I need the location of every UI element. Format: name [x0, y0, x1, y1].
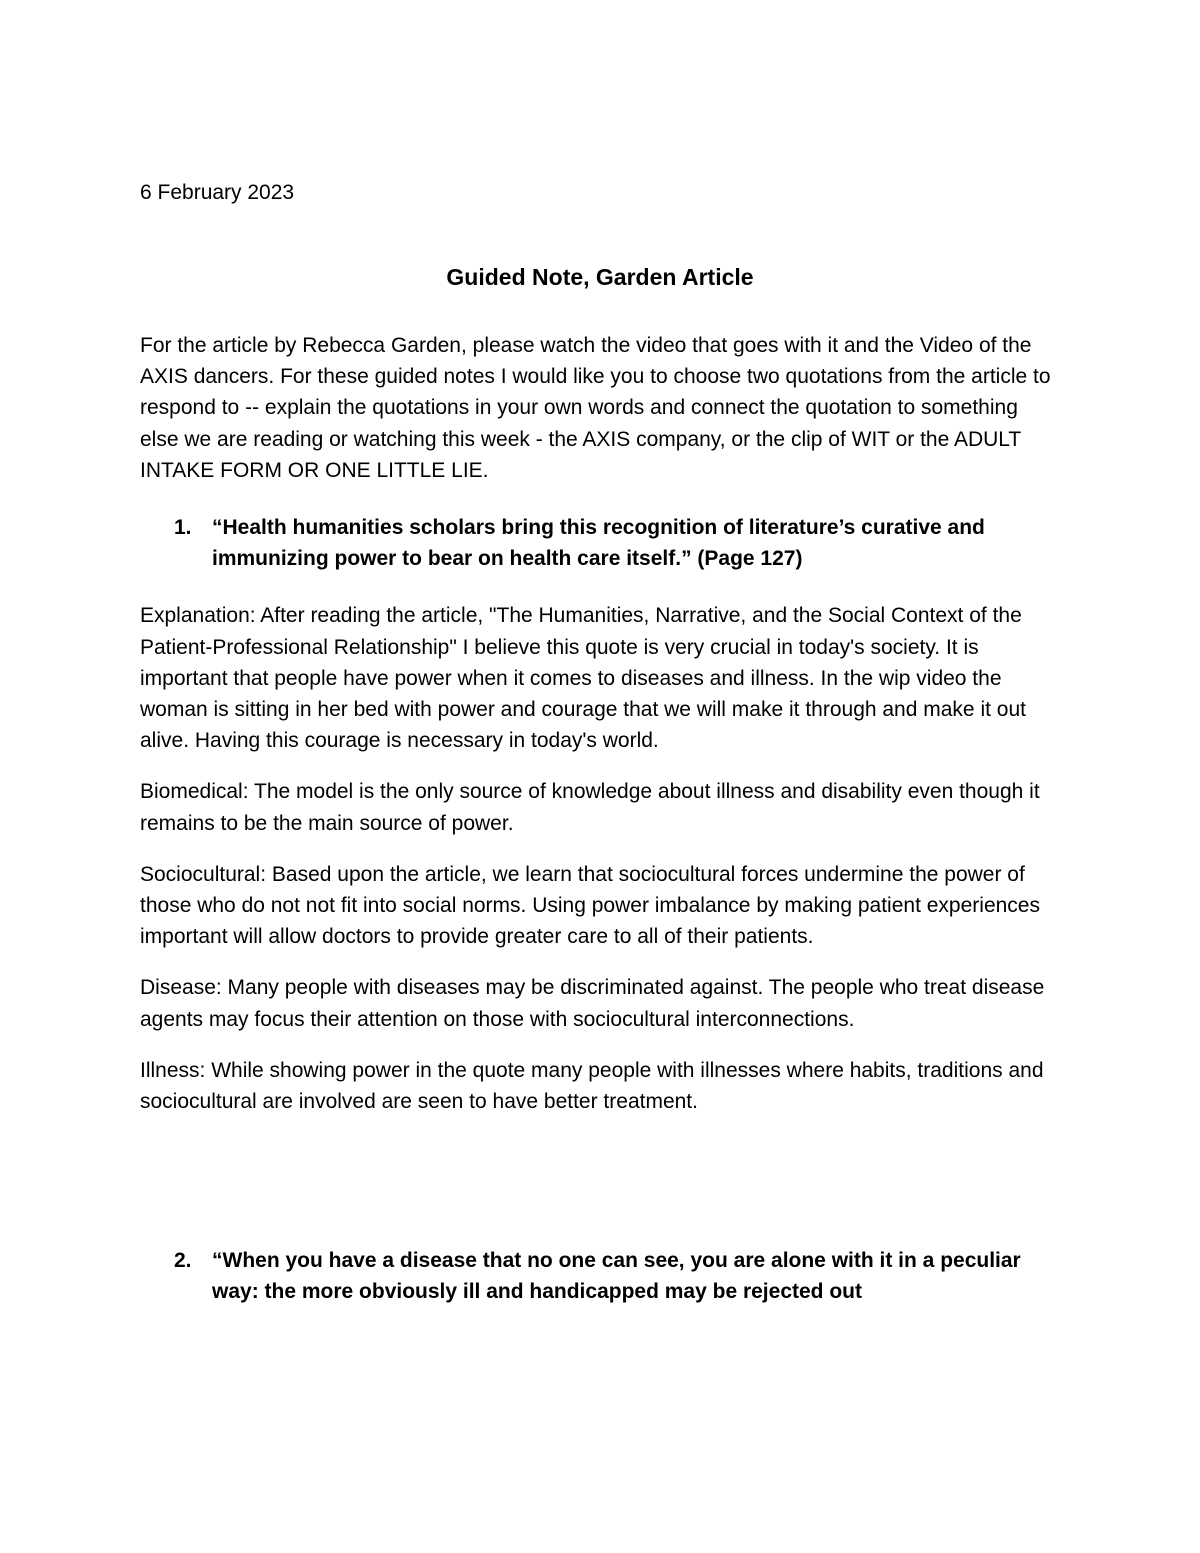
- disease-paragraph: Disease: Many people with diseases may be discriminated against. The people who treat disease agents may focus their attention on those with sociocultural interconnections.: [140, 976, 1045, 1031]
- document-page: [140, 177, 1060, 1308]
- quote-item-2: [140, 1245, 1060, 1307]
- document-date: 6 February 2023: [140, 181, 295, 204]
- quote-number: 2.: [174, 1249, 192, 1273]
- quote-number: 1.: [174, 516, 192, 540]
- quote-item-1: [140, 512, 1060, 574]
- biomedical-paragraph: Biomedical: The model is the only source of knowledge about illness and disability even though it remains to be the main source of power.: [140, 780, 1040, 835]
- document-title: Guided Note, Garden Article: [446, 264, 754, 290]
- intro-paragraph: For the article by Rebecca Garden, please watch the video that goes with it and the Video of the AXIS dancers. For these guided notes I would like you to choose two quotations from the article to respond to -- explain the quotations in your own words and connect the quotation to something else we are reading or watching this week - the AXIS company, or the clip of WIT or the ADULT INTAKE FORM OR ONE LITTLE LIE.: [140, 334, 1051, 482]
- quote-text: “When you have a disease that no one can see, you are alone with it in a peculiar way: the more obviously ill and handicapped may be rejected out: [212, 1249, 1021, 1304]
- illness-paragraph: Illness: While showing power in the quote many people with illnesses where habits, traditions and sociocultural are involved are seen to have better treatment.: [140, 1058, 1044, 1114]
- sociocultural-paragraph: Sociocultural: Based upon the article, we learn that sociocultural forces undermine the power of those who do not not fit into social norms. Using power imbalance by making patient experiences important will allow doctors to provide greater care to all of their patients.: [140, 862, 1040, 949]
- explanation-paragraph: Explanation: After reading the article, "The Humanities, Narrative, and the Social Context of the Patient-Professional Relationship" I believe this quote is very crucial in today's society. It is important that people have power when it comes to diseases and illness. In the wip video the woman is sitting in her bed with power and courage that we will make it through and make it out alive. Having this courage is necessary in today's world.: [140, 604, 1026, 753]
- quote-text: “Health humanities scholars bring this recognition of literature’s curative and immunizing power to bear on health care itself.” (Page 127): [212, 516, 985, 571]
